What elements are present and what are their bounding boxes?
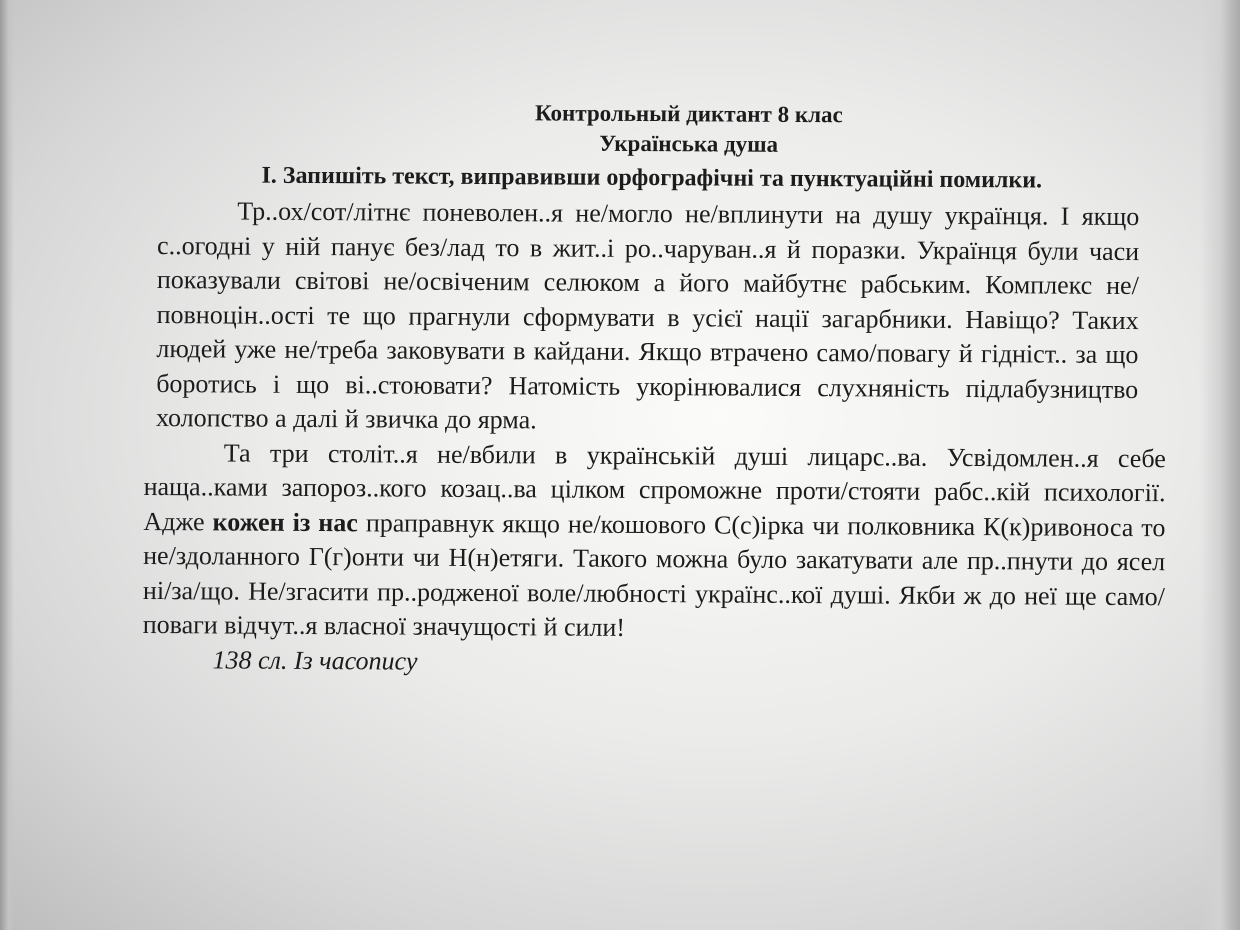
paper-edge-left (0, 0, 14, 930)
document-subtitle: Українська душа (599, 130, 779, 157)
document-title: Контрольный диктант 8 клас (534, 100, 843, 128)
paragraph-2-text-start: Та три століт..я не/вбили в українській душі лицарс..ва. Усвідомлен..я себе наща..ками запороз..кого козац..ва цілком спроможне проти/стояти рабс..кій психології. Адже (143, 437, 1166, 536)
paper-edge-right (1200, 0, 1240, 930)
paragraph-1: Тр..ох/сот/літнє поневолен..я не/могло не/вплинути на душу українця. І якщо с..огодні у ній панує без/лад то в жит..і ро..чаруван..я й поразки. Українця були часи показували світові не/освіченим селюком а його майбутнє рабським. Комплекс не/повноцін..ості те що прагнули сформувати в усієї нації загарбники. Навіщо? Таких людей уже не/треба заковувати в кайдани. Якщо втрачено само/повагу й гідніст.. за що боротись і що ві..стоювати? Натомість укорінювалися слухняність підлабузництво холопство а далі й звичка до ярма. (155, 196, 1140, 435)
paragraph-2-text-end: праправнук якщо не/кошового С(с)ірка чи полковника К(к)ривоноса то не/здоланного Г(г)онти чи Н(н)етяги. Такого можна було закатувати але пр..пнути до ясел ні/за/що. Не/згасити пр..родженої воле/любності українс..кої душі. Якби ж до неї ще само/поваги відчут..я власної значущості й сили! (142, 507, 1166, 642)
document-page (142, 96, 1168, 683)
source-note: 138 сл. Із часопису (212, 644, 418, 676)
task-instruction: І. Запишіть текст, виправивши орфографічні та пунктуаційні помилки. (261, 162, 1043, 194)
paragraph-2-bold-phrase: кожен із нас (212, 506, 358, 537)
paragraph-2 (143, 435, 1166, 648)
